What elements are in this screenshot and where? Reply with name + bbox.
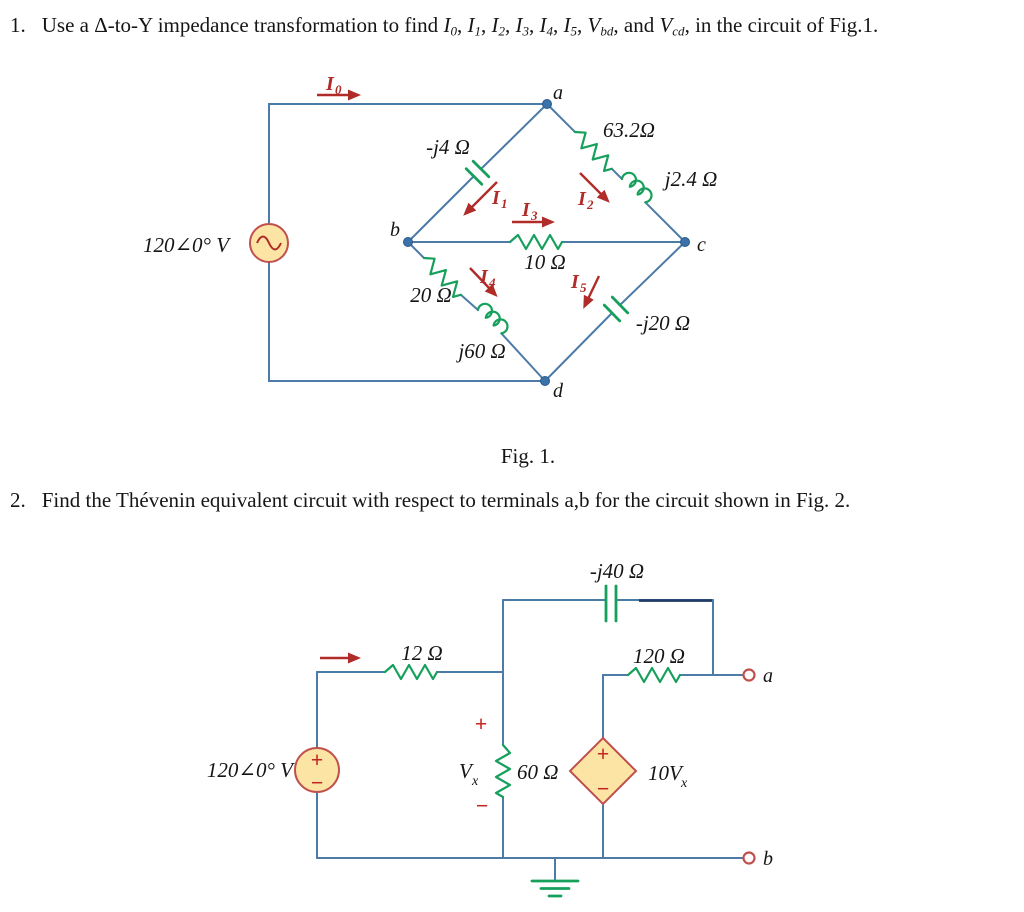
problem1-number: 1. [10,13,26,37]
fig2-wires [317,600,744,880]
fig2-label-cap-top: -j40 Ω [589,559,645,583]
current-I4-label: I [480,266,488,288]
fig2-vx-sub: x [472,774,479,789]
fig1-label-ind-bd: j60 Ω [458,339,506,363]
node-a-label: a [553,82,563,104]
problem-2 [10,487,1020,513]
current-I4-sub: 4 [489,275,496,290]
fig1-label-res-bc: 10 Ω [524,250,566,274]
node-b-label: b [390,219,400,241]
fig1-source-label: 120∠0° V [142,233,230,257]
fig1-label-cap-ab: -j4 Ω [426,135,470,159]
fig2-resistor-60 [496,745,510,797]
current-I5-sub: 5 [580,280,587,295]
current-I0-label: I [326,73,334,95]
current-I1-sub: 1 [501,196,508,211]
fig1-inductor-ac [621,170,654,203]
fig2-dep-source-label: 10V [648,761,682,785]
fig2-dep-minus: − [596,776,610,801]
node-d-label: d [553,380,563,402]
fig2-resistor-120 [628,668,680,682]
fig1-inductor-bd [477,301,510,334]
current-I2-label: I [578,188,586,210]
problem2-text: Find the Thévenin equivalent circuit with respect to terminals a,b for the circuit shown in Fig. 2. [41,488,851,512]
fig2-label-res-120: 120 Ω [633,644,685,668]
node-c-dot [681,238,690,247]
fig2-voltage-source [295,747,339,795]
fig2-resistor-12 [385,665,437,679]
fig1-ac-source [250,224,288,262]
terminal-a-circle [744,670,755,681]
fig2-circuit [207,559,773,896]
fig1-caption: Fig. 1. [500,444,556,468]
fig2-source-plus: + [310,747,324,772]
current-I5-label: I [571,271,579,293]
fig2-dep-plus: + [596,741,610,766]
current-I0-sub: 0 [335,82,342,97]
fig2-vx-label: V [459,759,472,783]
fig1-label-ind-ac: j2.4 Ω [664,167,718,191]
current-I1-label: I [492,187,500,209]
current-I3-sub: 3 [531,208,538,223]
current-I2-sub: 2 [587,197,594,212]
fig2-ground-icon [532,881,578,896]
fig2-capacitor-top [606,586,616,621]
fig2-vx-plus: + [474,711,488,736]
fig2-source-minus: − [310,770,324,795]
problem1-text: Use a Δ-to-Y impedance transformation to find I0, I1, I2, I3, I4, I5, Vbd, and Vcd, in the circuit of Fig.1. [41,13,879,39]
fig1-label-res-ac: 63.2Ω [603,118,655,142]
terminal-a-label: a [763,665,773,687]
fig1-resistor-bc [510,235,562,249]
fig2-dep-source-sub: x [681,776,688,791]
terminal-b-circle [744,853,755,864]
fig1-circuit [143,73,717,402]
fig1-label-cap-cd: -j20 Ω [635,311,691,335]
current-I3-label: I [522,199,530,221]
fig2-dependent-source [570,738,636,804]
node-d-dot [541,377,550,386]
node-c-label: c [697,234,706,256]
terminal-b-label: b [763,848,773,870]
fig2-vx-minus: − [475,793,489,818]
node-b-dot [404,238,413,247]
fig1-label-res-bd: 20 Ω [410,283,452,307]
fig2-label-res-60: 60 Ω [517,760,559,784]
fig2-label-res-12: 12 Ω [401,641,443,665]
fig2-source-label: 120∠0° V [206,758,293,782]
problem2-number: 2. [10,488,26,512]
node-a-dot [543,100,552,109]
